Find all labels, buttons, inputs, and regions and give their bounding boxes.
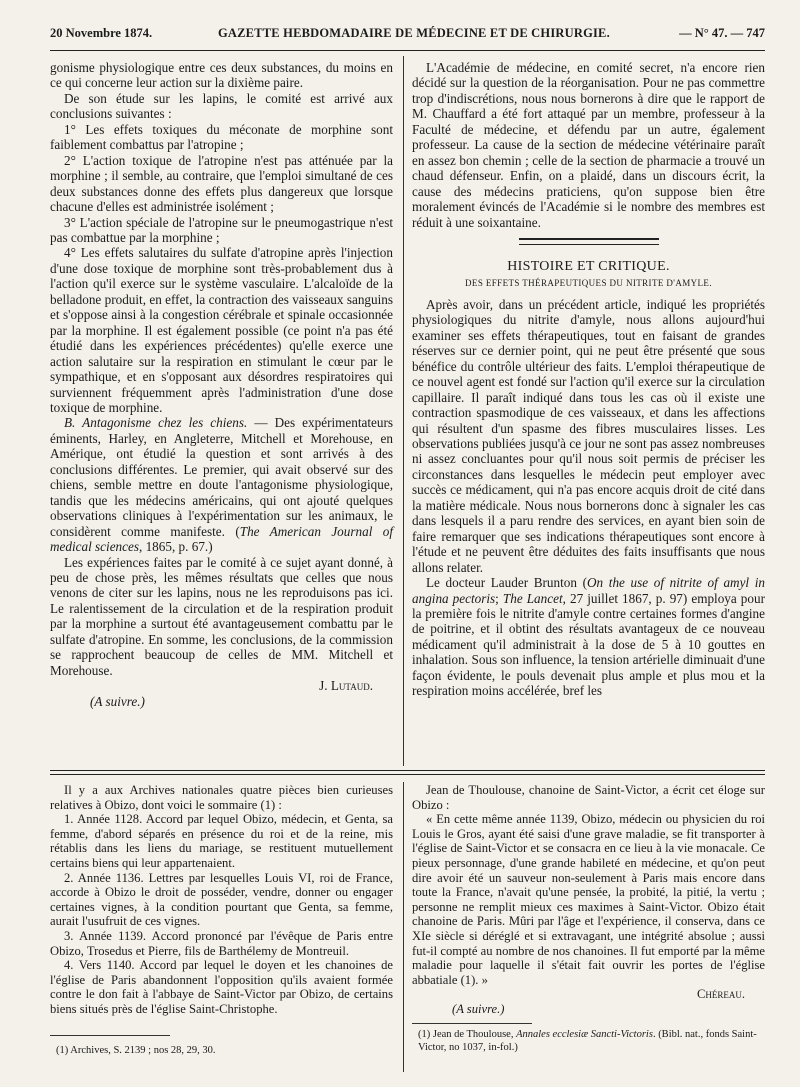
- list-item: 2. Année 1136. Lettres par lesquelles Louis VI, roi de France, accorde à Obizo le droit de posséder, vendre, donner ou engager certaines vignes, à la condition pourtant que Genta, sa femme, aurait l'usufruit de ces vignes.: [50, 870, 393, 929]
- paragraph: 2° L'action toxique de l'atropine n'est pas atténuée par la morphine ; il semble, au contraire, que l'emploi simultané de ces deux substances donne des effets plus dangereux que lorsque chacune d'elles est administrée isolément ;: [50, 152, 393, 215]
- paragraph: gonisme physiologique entre ces deux substances, du moins en ce qui concerne leur action sur la dixième paire.: [50, 60, 393, 91]
- header-date: 20 Novembre 1874.: [50, 26, 153, 40]
- paragraph: Il y a aux Archives nationales quatre pièces bien curieuses relatives à Obizo, dont voici le sommaire (1) :: [50, 783, 393, 812]
- footnote-rule: [50, 1035, 170, 1036]
- citation: Annales ecclesiæ Sancti-Victoris: [516, 1029, 653, 1040]
- paragraph: 3° L'action spéciale de l'atropine sur le pneumogastrique n'est pas combattue par la morphine ;: [50, 214, 393, 245]
- continued-note: (A suivre.): [452, 1001, 505, 1016]
- feuilleton-right-column: [412, 783, 765, 1017]
- paragraph: L'Académie de médecine, en comité secret, n'a encore rien décidé sur la question de la réorganisation. Pour ne pas commettre trop d'indiscrétions, nous nous bornerons à dire que le rapport de M. Chauffard a été fort attaqué par un membre, professeur à la Faculté de médecine, et défendu par un autre, également professeur. La cause de la section de médecine vétérinaire paraît en assez bon chemin ; celle de la section de pharmacie a trouvé un chaud défenseur. Enfin, on a plaidé, dans un discours écrit, la cause des médecins praticiens, qu'on suppose bien être moralement évincés de l'Académie si le nombre des membres est réduit à une soixantaine.: [412, 60, 765, 230]
- running-header: [50, 26, 765, 46]
- author-signature: J. Lutaud.: [319, 678, 373, 694]
- list-item: 4. Vers 1140. Accord par lequel le doyen et les chanoines de l'église de Paris abandonnent l'opposition qu'ils avaient formée contre le don fait à l'abbaye de Saint-Victor par Obizo, de certains biens situés près de l'église Saint-Christophe.: [50, 958, 393, 1016]
- paragraph: 4° Les effets salutaires du sulfate d'atropine après l'injection d'une dose toxique de morphine sont très-probablement dus à l'action qu'il exerce sur le système vasculaire. L'alcaloïde de la belladone produit, en effet, la contraction des vaisseaux sanguins et s'oppose ainsi à la congestion cérébrale et spinale occasionnée par la morphine. Il est également possible (ce point n'a pas été étudié dans les expériences précédentes) qu'elle exerce une action salutaire sur la respiration en stimulant le cœur par le sympathique, et en s'opposant aux désordres respiratoires qui surviennent fréquemment après l'administration d'une dose toxique de morphine.: [50, 245, 393, 415]
- header-issue-page: — N° 47. — 747: [679, 26, 765, 40]
- paragraph: Les expériences faites par le comité à ce sujet ayant donné, à peu de chose près, les mêmes résultats que celles que nous venons de citer sur les lapins, nous ne les reproduisons pas ici. Le ralentissement de la circulation et de la respiration produit par la morphine a surtout été avantageusement combattu par le sulfate d'atropine. En somme, les conclusions, de la commission se rapprochent beaucoup de celles de MM. Mitchell et Morehouse.: [50, 554, 393, 678]
- paragraph: De son étude sur les lapins, le comité est arrivé aux conclusions suivantes :: [50, 90, 393, 122]
- section-ornament-rule: [519, 238, 659, 245]
- left-column: [50, 60, 393, 709]
- header-rule: [50, 50, 765, 51]
- footnote: (1) Jean de Thoulouse, Annales ecclesiæ Sancti-Victoris. (Bibl. nat., fonds Saint-Victor, no 1037, in-fol.): [418, 1029, 757, 1053]
- paragraph: 1° Les effets toxiques du méconate de morphine sont faiblement combattus par l'atropine ;: [50, 121, 393, 153]
- section-divider: [50, 774, 765, 775]
- citation: The American Journal of medical sciences: [50, 523, 393, 555]
- list-item: 3. Année 1139. Accord prononcé par l'évêque de Paris entre Obizo, Trosedus et Pierre, fils de Barthélemy de Montreuil.: [50, 928, 393, 958]
- author-signature: Chéreau.: [696, 987, 745, 1002]
- citation: The Lancet: [502, 590, 563, 606]
- list-item: 1. Année 1128. Accord par lequel Obizo, médecin, et Genta, sa femme, d'abord séparés en présence du roi et de la reine, mis rétablis dans les liens du mariage, se restituent mutuellement certains biens qui leur appartenaient.: [50, 812, 393, 870]
- footnote: (1) Archives, S. 2139 ; nos 28, 29, 30.: [56, 1045, 216, 1056]
- section-subtitle: DES EFFETS THÉRAPEUTIQUES DU NITRITE D'AMYLE.: [465, 278, 712, 289]
- right-column: [412, 60, 765, 699]
- continued-note: (A suivre.): [90, 693, 145, 709]
- paragraph: Le docteur Lauder Brunton (On the use of nitrite of amyl in angina pectoris; The Lancet, 27 juillet 1867, p. 97) employa pour la première fois le nitrite d'amyle contre certaines formes d'angine de poitrine, et il obtint des résultats avantageux de ce nouveau médicament qu'il administrait à la dose de 5 à 10 gouttes en inhalation. Sous son influence, la tension artérielle diminuait d'une façon évidente, le pouls devenait plus ample et plus mou et la respiration moins accélérée, bref les: [412, 575, 765, 699]
- quotation: « En cette même année 1139, Obizo, médecin ou physicien du roi Louis le Gros, ayant été saisi d'une grave maladie, se fit transporter à l'église de Saint-Victor et se consacra en ce lieu à la vie monacale. Ce pieux personnage, d'une grande habileté en médecine, et qu'on peut dire avoir été un sauveur non-seulement à Paris mais encore dans toute la France, n'avait qu'une pensée, la probité, la pitié, la vertu ; personne ne remplit mieux ces maximes à Saint-Victor. Obizo était chanoine de Paris. Mûri par l'âge et l'expérience, il conserva, dans ce XIe siècle si déréglé et si extravagant, une intégrité absolue ; aussi fut-il compté au nombre de nos chanoines. Il fut emporté par la même maladie pour laquelle il s'était fait ouvrir les portes de l'église abbatiale (1). »: [412, 812, 765, 987]
- feuilleton-left-column: [50, 783, 393, 1017]
- paragraph: Après avoir, dans un précédent article, indiqué les propriétés physiologiques du nitrite d'amyle, nous allons aujourd'hui examiner ses effets thérapeutiques, tout en faisant de grandes réserves sur ce dernier point, qui ne peut être présenté que sous bénéfice du contrôle ultérieur des faits. L'emploi thérapeutique de ce nouvel agent est fondé sur l'action qu'il exerce sur la circulation capillaire. Il paraît indiqué dans tous les cas où il existe une contraction spasmodique de ces vaisseaux, et dans les affections qui résultent d'un spasme des fibres musculaires lisses. Les observations publiées jusqu'à ce jour ne sont pas assez nombreuses ni assez concluantes pour qu'il nous soit permis de préciser les circonstances dans lesquelles le médecin peut employer avec succès ce médicament, qui n'a pas encore acquis droit de cité dans la matière médicale. Nous nous bornerons donc à signaler les cas dans lesquels il a paru rendre des services, en ayant bien soin de faire remarquer que ses indications thérapeutiques sont encore à l'étude et ne peuvent être déduites des faits insuffisants que nous allons relater.: [412, 296, 765, 575]
- citation: On the use of nitrite of amyl in angina pectoris: [412, 575, 765, 606]
- paragraph: Jean de Thoulouse, chanoine de Saint-Victor, a écrit cet éloge sur Obizo :: [412, 783, 765, 812]
- section-divider: [50, 770, 765, 771]
- column-divider-top: [403, 56, 404, 766]
- column-divider-bottom: [403, 782, 404, 1072]
- paragraph: B. Antagonisme chez les chiens. — Des expérimentateurs éminents, Harley, en Angleterre, Mitchell et Morehouse, en Amérique, ont étudié la question et sont arrivés à des conclusions différentes. Le premier, qui avait observé sur des chiens, semble mettre en doute l'antagonisme physiologique, tandis que les médecins américains, qui ont ajouté quelques observations cliniques à l'expérimentation sur les animaux, le considèrent comme manifeste. (The American Journal of medical sciences, 1865, p. 67.): [50, 415, 393, 555]
- header-journal-title: GAZETTE HEBDOMADAIRE DE MÉDECINE ET DE CHIRURGIE.: [218, 26, 610, 40]
- subsection-heading: B. Antagonisme chez les chiens.: [64, 415, 248, 431]
- footnote-rule: [412, 1023, 532, 1024]
- section-title: HISTOIRE ET CRITIQUE.: [507, 258, 670, 274]
